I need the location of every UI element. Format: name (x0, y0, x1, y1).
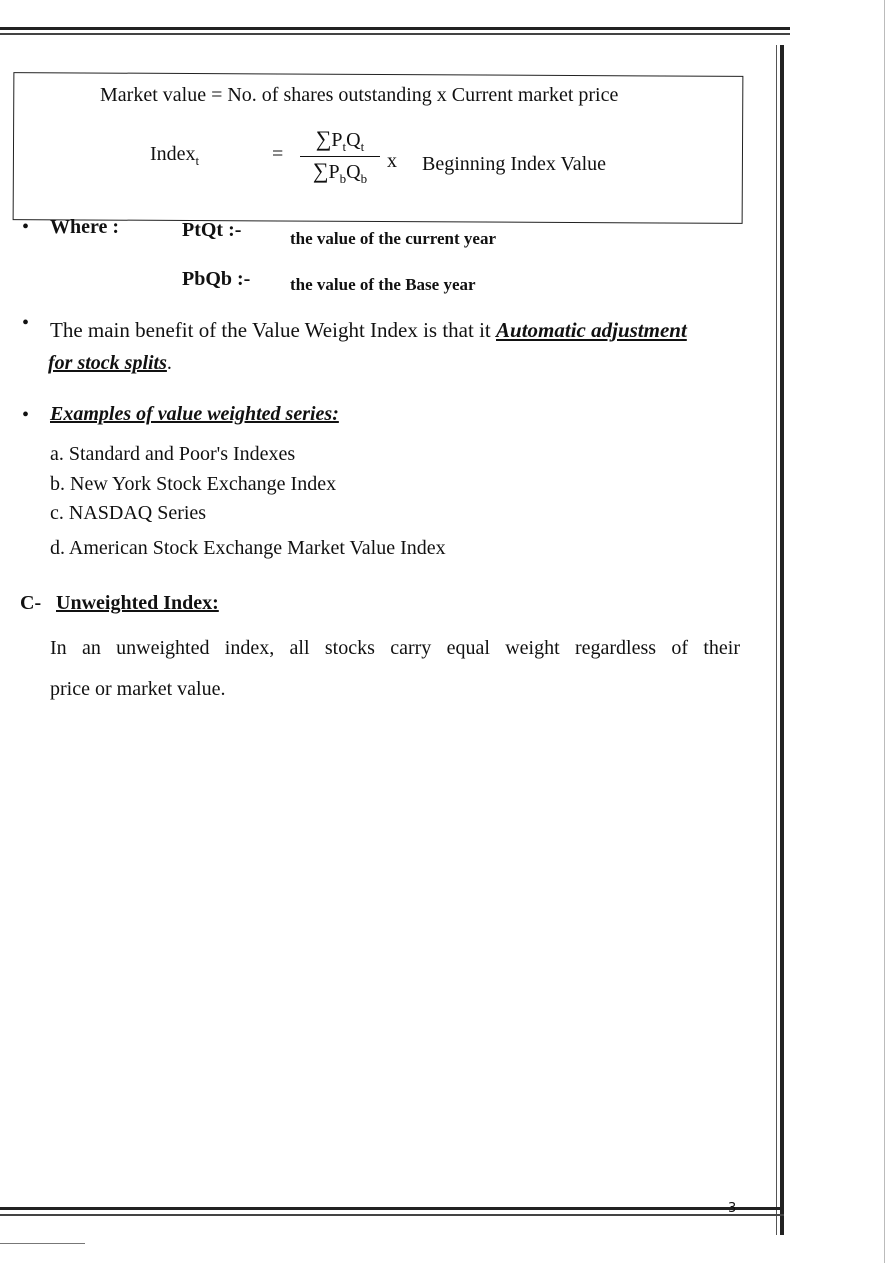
example-item-d: d. American Stock Exchange Market Value Index (50, 537, 446, 559)
page-border-top-inner (0, 33, 790, 35)
page-border-right-inner (776, 45, 777, 1235)
times-sign: x (387, 150, 397, 172)
page-border-bottom (0, 1207, 784, 1210)
ptqt-description: the value of the current year (290, 229, 496, 248)
unweighted-line2: price or market value. (50, 678, 226, 700)
benefit-emphasis: Automatic adjustment (496, 318, 687, 342)
benefit-paragraph: The main benefit of the Value Weight Index is that it Automatic adjustment (50, 318, 687, 342)
scan-edge-line (884, 0, 885, 1263)
unweighted-heading: Unweighted Index: (56, 592, 219, 614)
examples-heading: Examples of value weighted series: (50, 403, 339, 425)
unweighted-line1: In an unweighted index, all stocks carry equal weight regardless of their (50, 637, 740, 659)
page-border-top (0, 27, 790, 30)
bullet-examples: • (22, 404, 30, 426)
example-item-b: b. New York Stock Exchange Index (50, 473, 337, 495)
benefit-line2: for stock splits. (48, 352, 172, 374)
page-border-right (780, 45, 784, 1235)
bullet-where: • (22, 216, 30, 238)
beginning-index-value: Beginning Index Value (422, 153, 607, 175)
pbqb-term: PbQb :- (182, 268, 251, 290)
example-item-a: a. Standard and Poor's Indexes (50, 443, 296, 465)
example-item-c: c. NASDAQ Series (50, 502, 207, 524)
page-number: 3 (728, 1201, 737, 1216)
market-value-formula: Market value = No. of shares outstanding x Current market price (100, 84, 619, 106)
where-label: Where : (50, 216, 120, 238)
equals-sign: = (272, 143, 284, 165)
index-label: Index$_t$ (150, 143, 200, 168)
ptqt-term: PtQt :- (182, 219, 242, 241)
scan-bottom-line (0, 1243, 85, 1244)
index-fraction (300, 126, 380, 187)
pbqb-description: the value of the Base year (290, 275, 476, 294)
fraction-bar (300, 156, 380, 157)
section-c-prefix: C- (20, 592, 42, 614)
bullet-benefit: • (22, 312, 30, 334)
page-border-bottom-inner (0, 1214, 784, 1216)
fraction-denominator: $\sum P_bQ_b$ (312, 158, 368, 186)
fraction-numerator: $\sum P_tQ_t$ (315, 126, 365, 154)
